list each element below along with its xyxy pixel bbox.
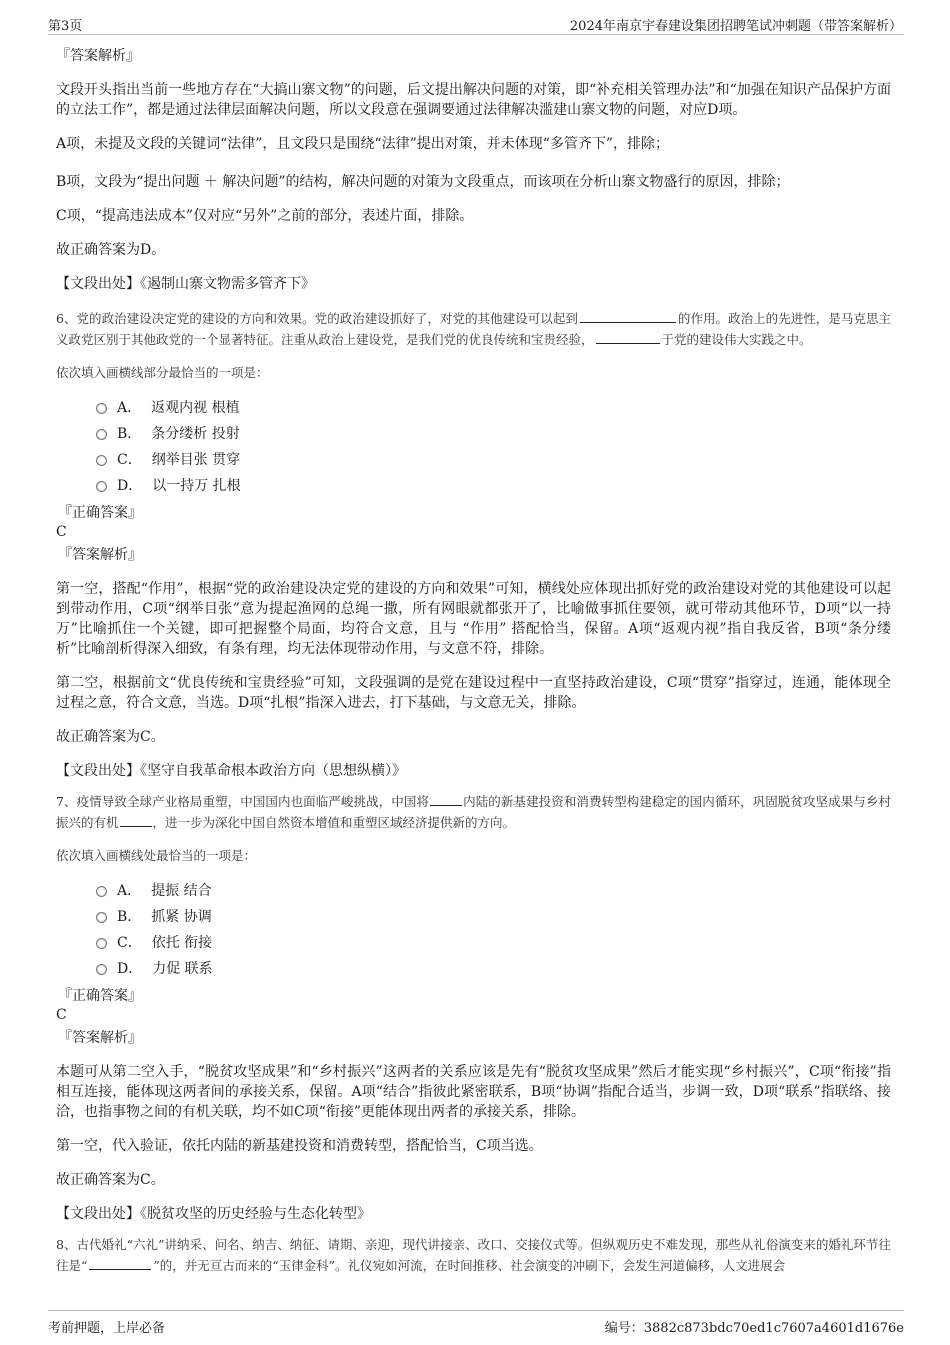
analysis-option-c: C项，“提高违法成本”仅对应“另外”之前的部分，表述片面，排除。 — [56, 208, 474, 224]
question-stem: 7、疫情导致全球产业格局重塑，中国国内也面临严峻挑战，中国将 内陆的新基建投资和消费转型构建稳定的国内循环，巩固脱贫攻坚成果与乡村振兴的有机 ，进一步为深化中国自然资本增值和重塑区域经济提供新的方向。 — [56, 794, 891, 830]
answer-conclusion: 故正确答案为C。 — [56, 729, 165, 745]
question-instruction: 依次填入画横线处最恰当的一项是： — [56, 848, 257, 863]
page-footer — [48, 1310, 904, 1337]
correct-answer: C — [56, 524, 67, 540]
fill-blank — [89, 1257, 151, 1270]
correct-answer-label: 『正确答案』 — [58, 505, 142, 521]
fill-blank — [596, 331, 660, 344]
analysis-label: 『答案解析』 — [58, 547, 142, 563]
analysis-paragraph: 本题可从第二空入手，“脱贫攻坚成果”和“乡村振兴”这两者的关系应该是先有“脱贫攻坚成果”然后才能实现“乡村振兴”，C项“衔接”指相互连接，能体现这两者间的承接关系，保留。A项“结合”指彼此紧密联系，B项“协调”指配合适当，步调一致，D项“联系”指联络、接洽，也指事物之间的有机关联，均不如C项“衔接”更能体现出两者的承接关系，排除。 — [56, 1064, 891, 1120]
analysis-paragraph: 第一空，代入验证，依托内陆的新基建投资和消费转型，搭配恰当，C项当选。 — [56, 1138, 543, 1154]
radio-icon[interactable] — [96, 938, 107, 949]
option-a[interactable]: A． 返观内视 根植 — [96, 395, 891, 421]
page-header — [48, 12, 904, 35]
correct-answer: C — [56, 1007, 67, 1023]
question-stem: 8、古代婚礼“六礼”讲纳采、问名、纳吉、纳征、请期、亲迎，现代讲接亲、改口、交接仪式等。但纵观历史不难发现，那些从礼俗演变来的婚礼环节往往是“ ”的，并无亘古而来的“玉律金科”。礼仪宛如河流，在时间推移、社会演变的冲刷下，会发生河道偏移，人文进展会 — [56, 1237, 891, 1273]
fill-blank — [580, 310, 676, 323]
question-5-analysis — [56, 46, 891, 294]
fill-blank — [430, 793, 462, 806]
answer-conclusion: 故正确答案为D。 — [56, 242, 166, 258]
option-b[interactable]: B． 条分缕析 投射 — [96, 421, 891, 447]
page-number: 第3页 — [48, 19, 83, 34]
question-7 — [56, 791, 891, 1224]
question-instruction: 依次填入画横线部分最恰当的一项是： — [56, 365, 269, 380]
analysis-label: 『答案解析』 — [56, 48, 140, 64]
radio-icon[interactable] — [96, 455, 107, 466]
option-d[interactable]: D． 以一持万 扎根 — [96, 473, 891, 499]
option-c[interactable]: C． 依托 衔接 — [96, 930, 891, 956]
fill-blank — [120, 814, 152, 827]
radio-icon[interactable] — [96, 481, 107, 492]
text-source: 【文段出处】《遏制山寨文物需多管齐下》 — [56, 276, 315, 292]
radio-icon[interactable] — [96, 964, 107, 975]
option-b[interactable]: B． 抓紧 协调 — [96, 904, 891, 930]
option-a[interactable]: A． 提振 结合 — [96, 878, 891, 904]
radio-icon[interactable] — [96, 912, 107, 923]
option-list — [96, 395, 891, 499]
page-content — [56, 40, 891, 1276]
radio-icon[interactable] — [96, 886, 107, 897]
option-c[interactable]: C． 纲举目张 贯穿 — [96, 447, 891, 473]
option-list — [96, 878, 891, 982]
text-source: 【文段出处】《坚守自我革命根本政治方向（思想纵横）》 — [56, 763, 406, 779]
footer-slogan: 考前押题，上岸必备 — [48, 1321, 166, 1336]
analysis-option-b: B项，文段为“提出问题 ＋ 解决问题”的结构，解决问题的对策为文段重点，而该项在分析山寨文物盛行的原因，排除； — [56, 174, 790, 190]
analysis-option-a: A项，未提及文段的关键词“法律”，且文段只是围绕“法律”提出对策，并未体现“多管齐下”，排除； — [56, 136, 670, 152]
question-8 — [56, 1234, 891, 1276]
correct-answer-label: 『正确答案』 — [58, 988, 142, 1004]
document-serial: 编号：3882c873bdc70ed1c7607a4601d1676e — [604, 1321, 904, 1336]
document-title: 2024年南京宇春建设集团招聘笔试冲刺题（带答案解析） — [569, 19, 902, 34]
analysis-label: 『答案解析』 — [58, 1030, 142, 1046]
option-d[interactable]: D． 力促 联系 — [96, 956, 891, 982]
question-stem: 6、党的政治建设决定党的建设的方向和效果。党的政治建设抓好了，对党的其他建设可以起到 的作用。政治上的先进性，是马克思主义政党区别于其他政党的一个显著特征。注重从政治上建设党，是我们党的优良传统和宝贵经验， 于党的建设伟大实践之中。 — [56, 311, 891, 347]
analysis-paragraph: 第二空，根据前文“优良传统和宝贵经验”可知，文段强调的是党在建设过程中一直坚持政治建设，C项“贯穿”指穿过，连通，能体现全过程之意，符合文意，当选。D项“扎根”指深入进去，打下基础，与文意无关，排除。 — [56, 675, 891, 711]
radio-icon[interactable] — [96, 429, 107, 440]
analysis-paragraph: 第一空，搭配“作用”，根据“党的政治建设决定党的建设的方向和效果”可知，横线处应体现出抓好党的政治建设对党的其他建设可以起到带动作用，C项“纲举目张”意为提起渔网的总绳一撒，所有网眼就都张开了，比喻做事抓住要领，就可带动其他环节，D项“以一持万”比喻抓住一个关键，即可把握整个局面，均符合文意，且与 “作用” 搭配恰当，保留。A项“返观内视”指自我反省，B项“条分缕析”比喻剖析得深入细致，有条有理，均无法体现带动作用，与文意不符，排除。 — [56, 581, 891, 657]
question-6 — [56, 308, 891, 781]
text-source: 【文段出处】《脱贫攻坚的历史经验与生态化转型》 — [56, 1206, 371, 1222]
answer-conclusion: 故正确答案为C。 — [56, 1172, 165, 1188]
radio-icon[interactable] — [96, 403, 107, 414]
analysis-paragraph: 文段开头指出当前一些地方存在“大搞山寨文物”的问题，后文提出解决问题的对策，即“补充相关管理办法”和“加强在知识产品保护方面的立法工作”，都是通过法律层面解决问题，所以文段意在强调要通过法律解决滥建山寨文物的问题，对应D项。 — [56, 82, 891, 118]
